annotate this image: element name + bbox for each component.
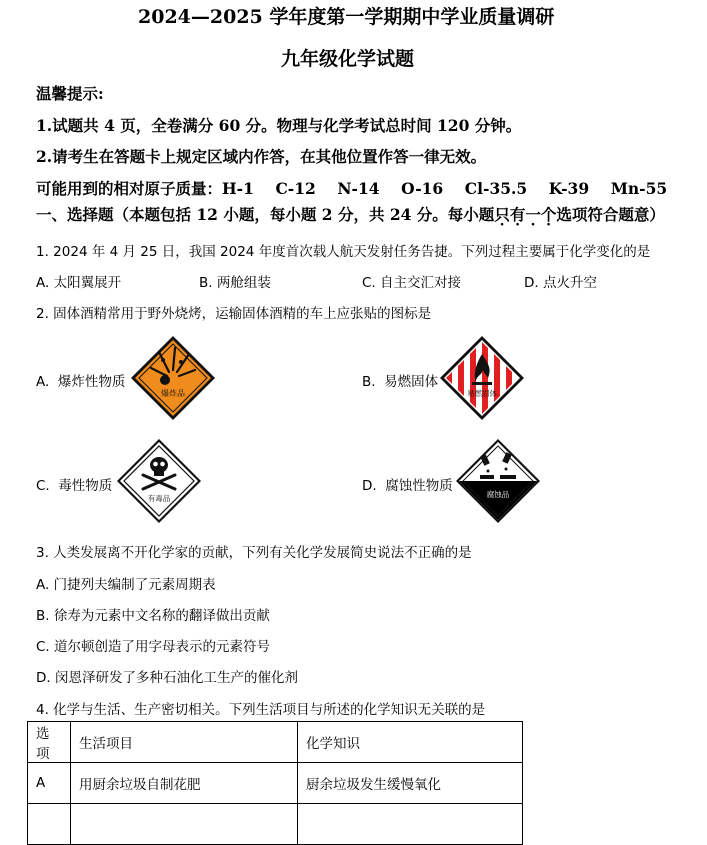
- emphasis-char: 个: [540, 205, 557, 224]
- tips-heading: 温馨提示:: [36, 84, 104, 103]
- q1-option-a: A. 太阳翼展开: [36, 275, 122, 291]
- q1-option-b: B. 两舱组装: [199, 275, 271, 291]
- table-header-cell: 化学知识: [298, 722, 523, 763]
- section-heading-text: 一、选择题（本题包括 12 小题，每小题 2 分，共 24 分。每小题: [36, 205, 495, 224]
- q2-option-b: B. 易燃固体: [362, 374, 439, 390]
- table-cell: A: [28, 763, 71, 804]
- table-header-cell: 生活项目: [71, 722, 298, 763]
- explosive-sign-text: 爆炸品: [161, 389, 185, 398]
- q2-option-a: A. 爆炸性物质: [36, 374, 126, 390]
- toxic-substance-sign-icon: [115, 437, 203, 525]
- q3-option-c: C. 道尔顿创造了用字母表示的元素符号: [36, 639, 271, 655]
- tips-line-1: 1.试题共 4 页，全卷满分 60 分。物理与化学考试总时间 120 分钟。: [36, 116, 522, 135]
- q4-table: [27, 721, 523, 845]
- q2-option-d: D. 腐蚀性物质: [362, 478, 453, 494]
- question-4-stem: 4. 化学与生活、生产密切相关。下列生活项目与所述的化学知识无关联的是: [36, 702, 486, 718]
- q1-option-d: D. 点火升空: [524, 275, 597, 291]
- section-heading-tail: 选项符合题意）: [556, 205, 665, 224]
- flammable-sign-text: 易燃固体: [467, 389, 497, 398]
- question-1-stem: 1. 2024 年 4 月 25 日，我国 2024 年度首次载人航天发射任务告捷。下列过程主要属于化学变化的是: [36, 244, 651, 260]
- table-header-cell: 选项: [28, 722, 71, 763]
- q3-option-d: D. 闵恩泽研发了多种石油化工生产的催化剂: [36, 670, 298, 686]
- explosive-hazard-sign-icon: [129, 334, 217, 422]
- table-cell: [298, 804, 523, 845]
- question-3-stem: 3. 人类发展离不开化学家的贡献，下列有关化学发展简史说法不正确的是: [36, 545, 472, 561]
- question-2-stem: 2. 固体酒精常用于野外烧烤，运输固体酒精的车上应张贴的图标是: [36, 306, 432, 322]
- table-cell: 用厨余垃圾自制花肥: [71, 763, 298, 804]
- page-title: 2024—2025 学年度第一学期期中学业质量调研: [138, 6, 555, 28]
- tips-line-2: 2.请考生在答题卡上规定区域内作答，在其他位置作答一律无效。: [36, 147, 487, 166]
- section-heading: [36, 203, 665, 225]
- page-subtitle: 九年级化学试题: [281, 48, 415, 70]
- emphasis-char: 一: [525, 205, 541, 224]
- q3-option-b: B. 徐寿为元素中文名称的翻译做出贡献: [36, 608, 270, 624]
- q1-option-c: C. 自主交汇对接: [362, 275, 462, 291]
- table-cell: [71, 804, 298, 845]
- emphasis-char: 有: [509, 205, 526, 224]
- flammable-solid-sign-icon: [438, 334, 526, 422]
- q3-option-a: A. 门捷列夫编制了元素周期表: [36, 577, 216, 593]
- table-header-row: [28, 722, 523, 763]
- table-cell: [28, 804, 71, 845]
- corrosive-sign-text: 腐蚀品: [486, 490, 510, 499]
- emphasis-char: 只: [494, 205, 510, 224]
- table-row: [28, 763, 523, 804]
- table-cell: 厨余垃圾发生缓慢氧化: [298, 763, 523, 804]
- q2-option-c: C. 毒性物质: [36, 478, 113, 494]
- corrosive-substance-sign-icon: [454, 437, 542, 525]
- table-row: [28, 804, 523, 845]
- toxic-sign-text: 有毒品: [147, 494, 171, 503]
- atomic-mass-line: 可能用到的相对原子质量：H-1 C-12 N-14 O-16 Cl-35.5 K-39 Mn-55: [36, 179, 668, 198]
